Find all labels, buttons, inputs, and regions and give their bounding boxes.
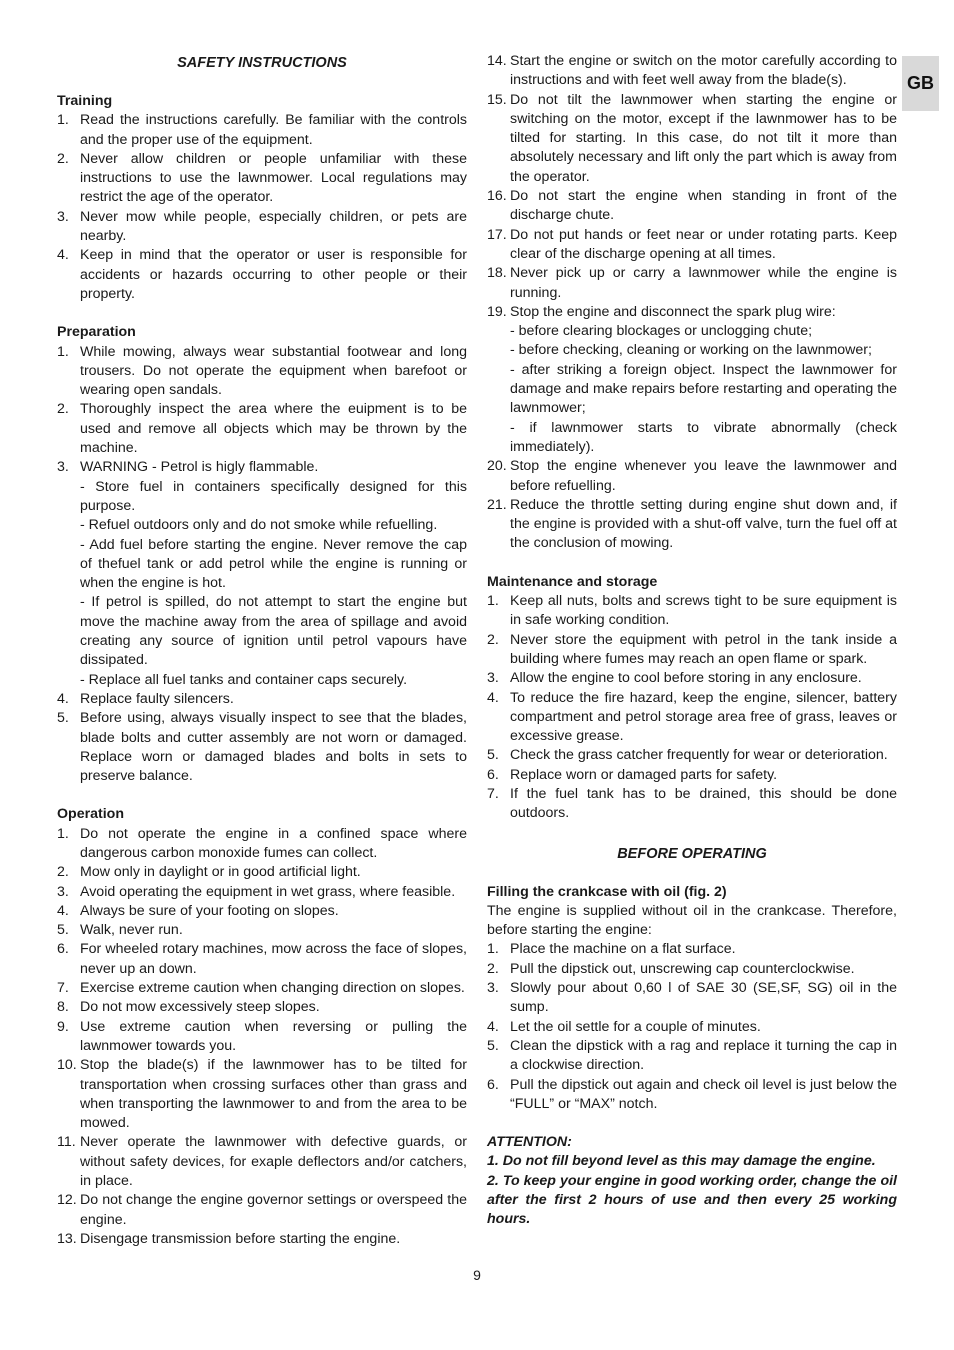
list-item: 19. Stop the engine and disconnect the spark plug wire: - before clearing blockages or unclogging chute; - before checking, cleaning or working on the lawnmower; - after striking a foreign object. Inspect the lawnmower for damage and make repairs before restarting and operating the lawnmower; - if lawnmower starts to vibrate abnormally (check immediately). — [487, 303, 897, 457]
list-item: 1. Keep all nuts, bolts and screws tight to be sure equipment is in safe working condition. — [487, 593, 897, 629]
sub-item: - Replace all fuel tanks and container caps securely. — [80, 671, 408, 688]
oil-intro: The engine is supplied without oil in the crankcase. Therefore, before starting the engine: — [487, 902, 897, 939]
list-item: 1. Do not operate the engine in a confined space where dangerous carbon monoxide fumes can collect. — [57, 825, 467, 861]
language-tab: GB — [902, 56, 939, 111]
training-title: Training — [57, 93, 113, 109]
maintenance-title: Maintenance and storage — [487, 573, 658, 590]
list-item: 5. Before using, always visually inspect to see that the blades, blade bolts and cutter assembly are not worn or damaged. Replace worn or damaged blades and bolts in sets to preserve balance. — [57, 710, 467, 785]
maintenance-list — [487, 592, 897, 824]
sub-item: - Refuel outdoors only and do not smoke while refuelling. — [80, 517, 438, 534]
oil-list — [487, 940, 897, 1114]
list-item: 8. Do not mow excessively steep slopes. — [57, 999, 320, 1016]
sub-item: - Store fuel in containers specifically designed for this purpose. — [80, 478, 467, 514]
list-item: 4. Replace faulty silencers. — [57, 690, 234, 707]
list-item: 16. Do not start the engine when standing in front of the discharge chute. — [487, 188, 897, 224]
sub-item: - If petrol is spilled, do not attempt to start the engine but move the machine away from the area of spillage and avoid creating any source of ignition until petrol vapours have dissipated. — [80, 594, 467, 669]
page-number: 9 — [473, 1267, 481, 1283]
list-item: 4. Keep in mind that the operator or user is responsible for accidents or hazards occurring to other people or their property. — [57, 247, 467, 302]
list-item: 3. Never mow while people, especially children, or pets are nearby. — [57, 208, 467, 245]
safety-title: SAFETY INSTRUCTIONS — [177, 55, 347, 71]
list-item: 3. Slowly pour about 0,60 l of SAE 30 (SE,SF, SG) oil in the sump. — [487, 980, 897, 1016]
list-item: 4. Let the oil settle for a couple of minutes. — [487, 1018, 761, 1035]
list-item: 3. Allow the engine to cool before storing in any enclosure. — [487, 670, 862, 687]
list-item: 6. Pull the dipstick out again and check oil level is just below the “FULL” or “MAX” notch. — [487, 1076, 897, 1112]
list-item: 7. If the fuel tank has to be drained, this should be done outdoors. — [487, 785, 897, 822]
list-item: 13. Disengage transmission before starting the engine. — [57, 1230, 401, 1247]
sub-item: - Add fuel before starting the engine. Never remove the cap of thefuel tank or add petrol while the engine is running or when the engine is hot. — [80, 536, 467, 592]
list-item: 14. Start the engine or switch on the motor carefully according to instructions and with feet well away from the blade(s). — [487, 53, 897, 89]
attention-line-1: 1. Do not fill beyond level as this may damage the engine. — [487, 1153, 876, 1170]
list-item: 2. Pull the dipstick out, unscrewing cap counterclockwise. — [487, 960, 855, 977]
list-item: 7. Exercise extreme caution when changing direction on slopes. — [57, 980, 465, 997]
sub-item: - before checking, cleaning or working on the lawnmower; — [510, 342, 872, 359]
list-item: 2. Never allow children or people unfamiliar with these instructions to use the lawnmower. Local regulations may restrict the age of the operator. — [57, 150, 467, 206]
list-item: 15. Do not tilt the lawnmower when starting the engine or switching on the motor, except if the lawnmower has to be tilted for starting. In this case, do not tilt it more than absolutely necessary and lift only the part which is away from the operator. — [487, 91, 897, 185]
list-item: 2. Thoroughly inspect the area where the euipment is to be used and remove all objects which may be thrown by the machine. — [57, 401, 467, 457]
list-item: 1. Place the machine on a flat surface. — [487, 941, 736, 958]
sub-item: - after striking a foreign object. Inspect the lawnmower for damage and make repairs before restarting and operating the lawnmower; — [510, 361, 897, 417]
list-item: 2. Never store the equipment with petrol in the tank inside a building where fumes may reach an open flame or spark. — [487, 631, 897, 667]
list-item: 4. Always be sure of your footing on slopes. — [57, 902, 339, 919]
list-item: 5. Check the grass catcher frequently for wear or deterioration. — [487, 747, 888, 764]
sub-item: - before clearing blockages or unclogging chute; — [510, 323, 813, 340]
list-item: 18. Never pick up or carry a lawnmower while the engine is running. — [487, 265, 897, 301]
list-item: 6. For wheeled rotary machines, mow across the face of slopes, never up an down. — [57, 941, 467, 977]
operation-title: Operation — [57, 806, 125, 823]
list-item: 10. Stop the blade(s) if the lawnmower has to be tilted for transportation when crossing surfaces other than grass and when transporting the lawnmower to and from the area to be mowed. — [57, 1057, 467, 1132]
list-item: 21. Reduce the throttle setting during engine shut down and, if the engine is provided with a shut-off valve, turn the fuel off at the conclusion of mowing. — [487, 496, 897, 552]
left-column — [57, 52, 467, 1249]
preparation-title: Preparation — [57, 324, 136, 341]
list-item: 1. Read the instructions carefully. Be familiar with the controls and the proper use of the equipment. — [57, 112, 467, 148]
list-item: 9. Use extreme caution when reversing or pulling the lawnmower towards you. — [57, 1018, 467, 1054]
list-item: 2. Mow only in daylight or in good artificial light. — [57, 864, 361, 881]
list-item: 3. Avoid operating the equipment in wet grass, where feasible. — [57, 883, 456, 900]
attention-title: ATTENTION: — [487, 1134, 572, 1151]
list-item: 20. Stop the engine whenever you leave the lawnmower and before refuelling. — [487, 458, 897, 494]
list-item: 12. Do not change the engine governor settings or overspeed the engine. — [57, 1192, 467, 1228]
operation-list-continued — [487, 52, 897, 554]
list-item: 4. To reduce the fire hazard, keep the engine, silencer, battery compartment and petrol storage area free of grass, leaves or excessive grease. — [487, 689, 897, 745]
list-item: 5. Walk, never run. — [57, 922, 183, 939]
right-column — [487, 52, 897, 1230]
list-item: 1. While mowing, always wear substantial footwear and long trousers. Do not operate the equipment when barefoot or wearing open sandals. — [57, 343, 467, 399]
operation-list — [57, 825, 467, 1250]
before-operating-title: BEFORE OPERATING — [617, 845, 767, 862]
list-item: 3. WARNING - Petrol is higly flammable. - Store fuel in containers specifically designed for this purpose. - Refuel outdoors only and do not smoke while refuelling. - Add fuel before starting the engine. Never remove the cap of thefuel tank or add petrol while the engine is running or when the engine is hot. - If petrol is spilled, do not attempt to start the engine but move the machine away from the area of spillage and avoid creating any source of ignition until petrol vapours have dissipated. - Replace all fuel tanks and container caps securely. — [57, 458, 467, 690]
attention-line-2: 2. To keep your engine in good working order, change the oil after the first 2 hours of use and then every 25 working hours. — [487, 1172, 897, 1228]
list-item: 17. Do not put hands or feet near or under rotating parts. Keep clear of the discharge opening at all times. — [487, 226, 897, 262]
oil-section-title: Filling the crankcase with oil (fig. 2) — [487, 883, 727, 900]
list-item: 11. Never operate the lawnmower with defective guards, or without safety devices, for exaple deflectors and/or catchers, in place. — [57, 1134, 467, 1190]
sub-item: - if lawnmower starts to vibrate abnormally (check immediately). — [510, 419, 897, 455]
list-item: 5. Clean the dipstick with a rag and replace it turning the cap in a clockwise direction. — [487, 1037, 897, 1074]
training-list — [57, 111, 467, 304]
preparation-list — [57, 343, 467, 787]
list-item: 6. Replace worn or damaged parts for safety. — [487, 766, 778, 783]
